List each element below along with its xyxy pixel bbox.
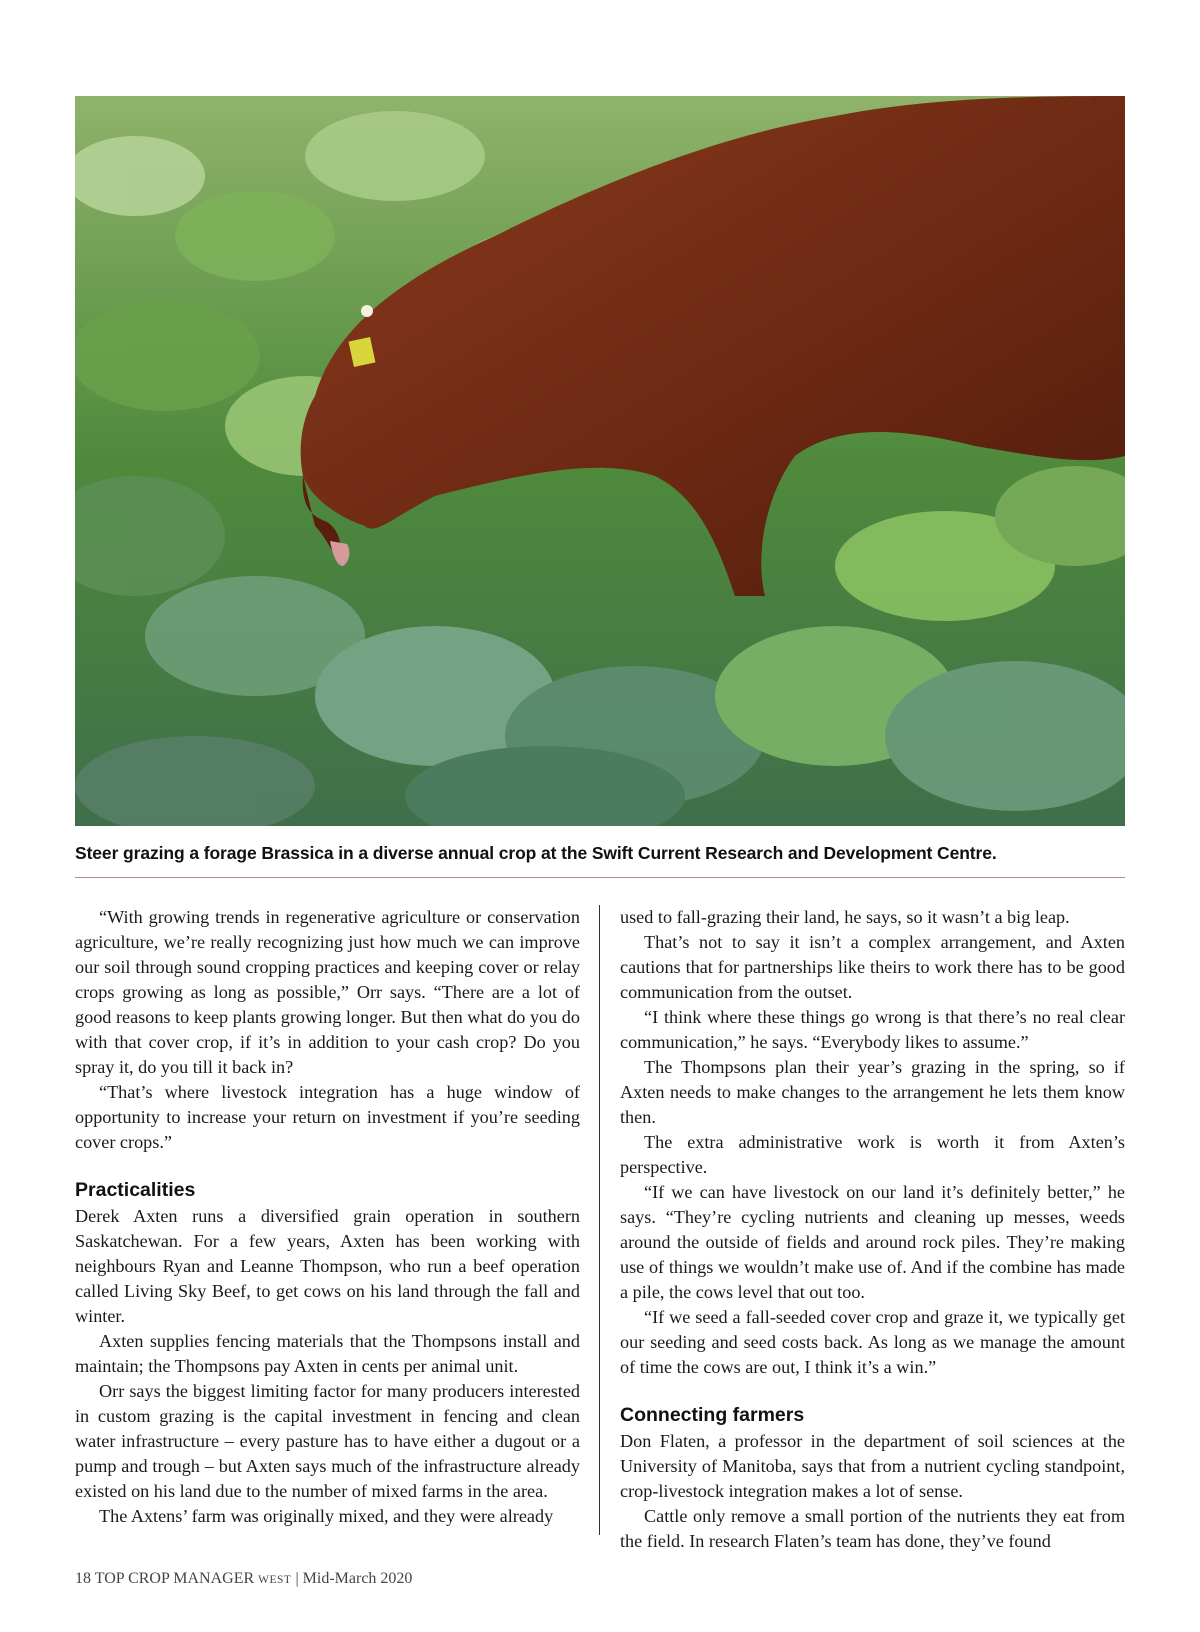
paragraph: Don Flaten, a professor in the department of soil sciences at the University of Manitoba, says that from a nutrient cycling standpoint, crop-livestock integration makes a lot of sense.: [620, 1431, 1125, 1501]
photo-illustration: [75, 96, 1125, 826]
section-heading-connecting-farmers: Connecting farmers: [620, 1404, 805, 1426]
paragraph: used to fall-grazing their land, he says, so it wasn’t a big leap.: [620, 907, 1070, 927]
steer-grazing-photo: [75, 96, 1125, 826]
paragraph: “If we can have livestock on our land it’s definitely better,” he says. “They’re cycling nutrients and cleaning up messes, weeds around the outside of fields and around rock piles. They’re making use of things we wouldn’t make use of. And if the combine has made a pile, the cows level that out too.: [620, 1182, 1125, 1302]
issue-date: Mid-March 2020: [302, 1570, 413, 1587]
photo-caption: Steer grazing a forage Brassica in a diverse annual crop at the Swift Current Research and Development Centre.: [75, 843, 997, 863]
paragraph: Axten supplies fencing materials that the Thompsons install and maintain; the Thompsons pay Axten in cents per animal unit.: [75, 1331, 580, 1376]
paragraph: “If we seed a fall-seeded cover crop and graze it, we typically get our seeding and seed costs back. As long as we manage the amount of time the cows are out, I think it’s a win.”: [620, 1307, 1125, 1377]
right-column: [620, 905, 1125, 1554]
caption-rule: [75, 877, 1125, 878]
paragraph: “I think where these things go wrong is that there’s no real clear communication,” he says. “Everybody likes to assume.”: [620, 1007, 1125, 1052]
section-heading-practicalities: Practicalities: [75, 1179, 196, 1201]
paragraph: The Axtens’ farm was originally mixed, and they were already: [99, 1506, 554, 1526]
paragraph: “That’s where livestock integration has a huge window of opportunity to increase your return on investment if you’re seeding cover crops.”: [75, 1082, 580, 1152]
edition-label: WEST: [258, 1574, 292, 1586]
page-number: 18: [75, 1570, 91, 1587]
magazine-name: TOP CROP MANAGER: [94, 1570, 255, 1587]
column-divider: [599, 905, 600, 1535]
paragraph: The Thompsons plan their year’s grazing in the spring, so if Axten needs to make changes to the arrangement he lets them know then.: [620, 1057, 1125, 1127]
paragraph: Orr says the biggest limiting factor for many producers interested in custom grazing is the capital investment in fencing and clean water infrastructure – every pasture has to have either a dugout or a pump and trough – but Axten says much of the infrastructure already existed on his land due to the number of mixed farms in the area.: [75, 1381, 580, 1501]
footer-separator: |: [295, 1570, 299, 1587]
paragraph: The extra administrative work is worth it from Axten’s perspective.: [620, 1132, 1125, 1177]
page-footer: [75, 1570, 412, 1588]
left-column: [75, 905, 580, 1529]
paragraph: Cattle only remove a small portion of the nutrients they eat from the field. In research Flaten’s team has done, they’ve found: [620, 1506, 1125, 1551]
paragraph: Derek Axten runs a diversified grain operation in southern Saskatchewan. For a few years, Axten has been working with neighbours Ryan and Leanne Thompson, who run a beef operation called Living Sky Beef, to get cows on his land through the fall and winter.: [75, 1206, 580, 1326]
paragraph: “With growing trends in regenerative agriculture or conservation agriculture, we’re really recognizing just how much we can improve our soil through sound cropping practices and keeping cover or relay crops growing as long as possible,” Orr says. “There are a lot of good reasons to keep plants growing longer. But then what do you do with that cover crop, if it’s in addition to your cash crop? Do you spray it, do you till it back in?: [75, 907, 580, 1077]
paragraph: That’s not to say it isn’t a complex arrangement, and Axten cautions that for partnerships like theirs to work there has to be good communication from the outset.: [620, 932, 1125, 1002]
